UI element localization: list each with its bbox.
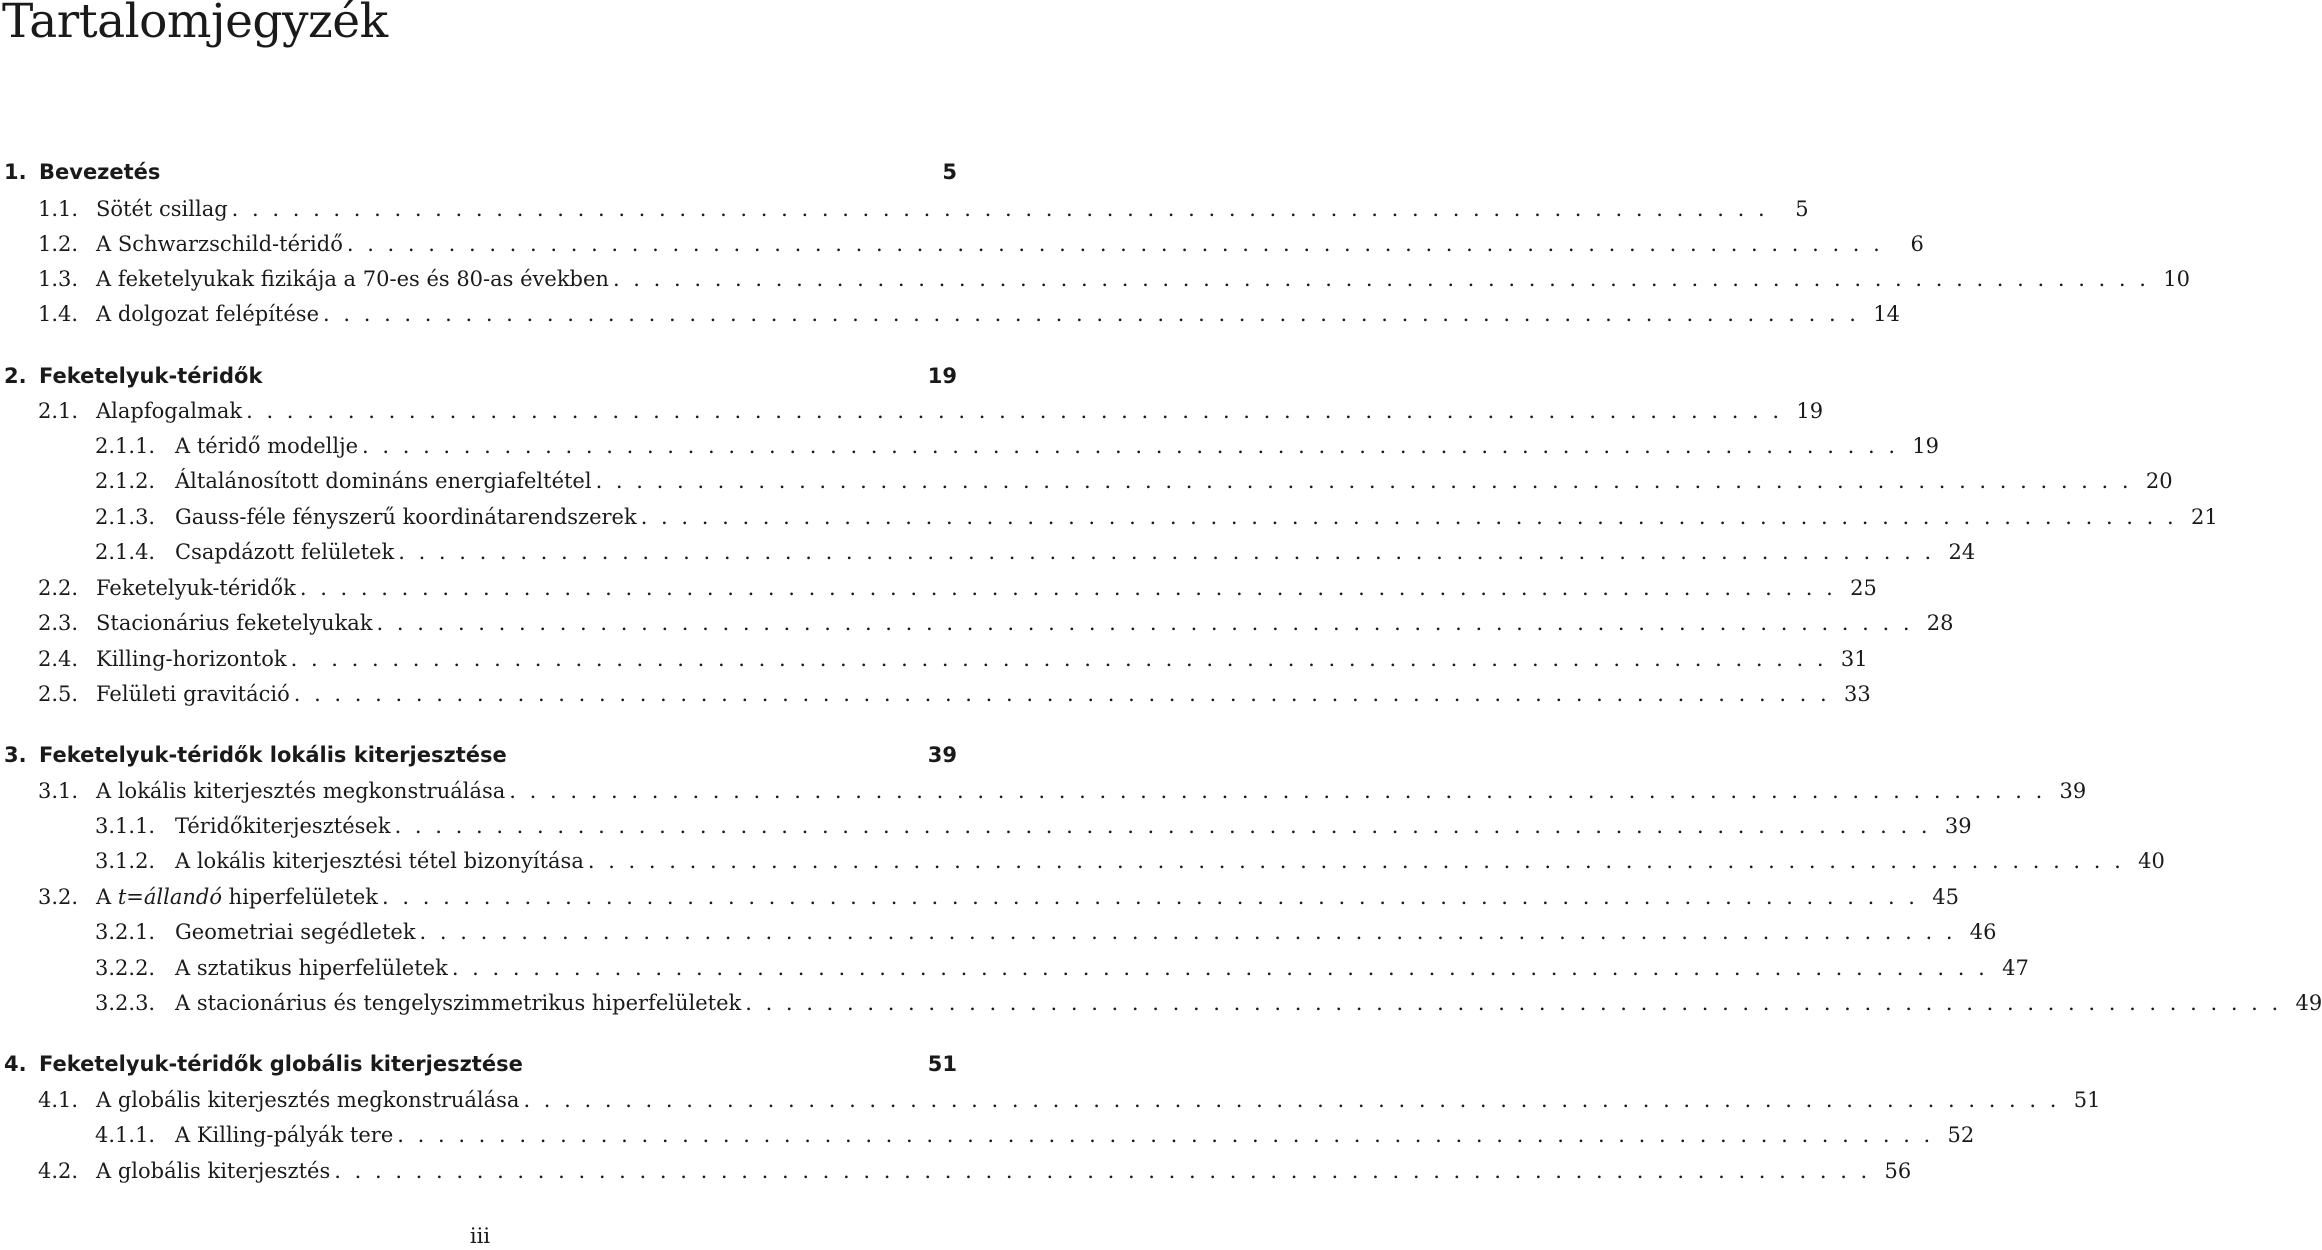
dot-leader (509, 777, 2042, 805)
toc-entry-page: 14 (1873, 302, 1900, 326)
dot-leader (395, 812, 1928, 840)
dot-leader (347, 230, 1880, 258)
toc-entry-title: A lokális kiterjesztési tétel bizonyítása (175, 849, 584, 873)
toc-entry-subsection[interactable] (95, 1121, 1975, 1149)
toc-entry-chapter[interactable] (4, 1050, 957, 1078)
toc-entry-title: Sötét csillag (96, 197, 228, 221)
toc-entry-subsection[interactable] (95, 467, 2173, 495)
toc-entry-section[interactable] (38, 265, 2190, 293)
toc-entry-subsection[interactable] (95, 812, 1972, 840)
toc-entry-number: 3.2.1. (95, 920, 156, 944)
toc-entry-section[interactable] (38, 397, 1824, 425)
toc-entry-page: 28 (1926, 611, 1954, 635)
toc-entry-page: 19 (1796, 399, 1824, 423)
dot-leader (398, 538, 1931, 566)
dot-leader (246, 397, 1779, 425)
toc-entry-title: Geometriai segédletek (175, 920, 416, 944)
toc-entry-page: 39 (927, 743, 957, 767)
dot-leader (745, 989, 2278, 1017)
toc-entry-section[interactable] (38, 680, 1871, 708)
dot-leader (232, 195, 1765, 223)
toc-entry-page: 5 (1795, 197, 1809, 221)
toc-entry-page: 20 (2145, 469, 2173, 493)
dot-leader (420, 918, 1953, 946)
dot-leader (382, 883, 1915, 911)
dot-leader (300, 574, 1833, 602)
toc-entry-page: 47 (2002, 956, 2029, 980)
toc-entry-title: A t=állandó hiperfelületek (96, 885, 379, 909)
toc-entry-section[interactable] (38, 300, 1900, 328)
toc-entry-subsection[interactable] (95, 538, 1976, 566)
toc-entry-subsection[interactable] (95, 847, 2165, 875)
toc-entry-number: 3.1.2. (95, 849, 156, 873)
toc-entry-number: 3.2.3. (95, 991, 156, 1015)
toc-entry-section[interactable] (38, 1086, 2101, 1114)
toc-entry-title: Gauss-féle fényszerű koordinátarendszerek (175, 505, 637, 529)
dot-leader (323, 300, 1856, 328)
toc-entry-page: 21 (2190, 505, 2218, 529)
dot-leader (641, 503, 2174, 531)
toc-entry-number: 2. (4, 364, 27, 388)
toc-entry-page: 56 (1884, 1159, 1912, 1183)
toc-entry-page: 40 (2138, 849, 2165, 873)
toc-entry-number: 2.1.3. (95, 505, 156, 529)
toc-entry-title: Csapdázott felületek (175, 540, 395, 564)
toc-entry-number: 4.1. (38, 1088, 79, 1112)
toc-entry-section[interactable] (38, 609, 1954, 637)
dot-leader (596, 467, 2129, 495)
toc-entry-subsection[interactable] (95, 989, 2322, 1017)
toc-entry-section[interactable] (38, 883, 1959, 911)
toc-entry-title: Téridőkiterjesztések (175, 814, 391, 838)
toc-entry-number: 2.3. (38, 611, 79, 635)
toc-entry-page: 49 (2295, 991, 2322, 1015)
toc-entry-number: 3.1.1. (95, 814, 156, 838)
toc-entry-number: 2.1. (38, 399, 79, 423)
dot-leader (613, 265, 2146, 293)
toc-entry-number: 2.4. (38, 647, 79, 671)
toc-entry-number: 1. (4, 160, 27, 184)
toc-entry-chapter[interactable] (4, 741, 957, 769)
toc-entry-number: 3.2.2. (95, 956, 156, 980)
toc-entry-title: Általánosított domináns energiafeltétel (175, 469, 592, 493)
toc-entry-page: 39 (2059, 779, 2087, 803)
toc-entry-subsection[interactable] (95, 432, 1940, 460)
dot-leader (523, 1086, 2056, 1114)
toc-entry-number: 1.1. (38, 197, 79, 221)
toc-entry-page: 25 (1850, 576, 1877, 600)
toc-entry-number: 3.1. (38, 779, 79, 803)
page-number: iii (469, 1224, 491, 1248)
toc-entry-page: 19 (927, 364, 957, 388)
dot-leader (294, 680, 1827, 708)
toc-entry-title: A feketelyukak fizikája a 70-es és 80-as években (96, 267, 609, 291)
toc-entry-number: 2.5. (38, 682, 79, 706)
toc-entry-page: 46 (1969, 920, 1997, 944)
toc-entry-title: A globális kiterjesztés megkonstruálása (96, 1088, 520, 1112)
toc-entry-page: 31 (1840, 647, 1868, 671)
toc-entry-number: 2.1.4. (95, 540, 156, 564)
toc-entry-page: 33 (1843, 682, 1871, 706)
toc-entry-title: Killing-horizontok (96, 647, 287, 671)
toc-entry-page: 52 (1947, 1123, 1975, 1147)
dot-leader (452, 954, 1985, 982)
toc-entry-subsection[interactable] (95, 954, 2029, 982)
toc-entry-number: 1.4. (38, 302, 79, 326)
toc-entry-subsection[interactable] (95, 503, 2218, 531)
toc-entry-title: A Schwarzschild-téridő (96, 232, 343, 256)
toc-entry-number: 2.1.2. (95, 469, 156, 493)
toc-entry-chapter[interactable] (4, 158, 957, 186)
toc-entry-page: 10 (2163, 267, 2190, 291)
dot-leader (362, 432, 1895, 460)
toc-entry-section[interactable] (38, 1157, 1912, 1185)
dot-leader (397, 1121, 1930, 1149)
toc-entry-title: A stacionárius és tengelyszimmetrikus hiperfelületek (175, 991, 742, 1015)
toc-entry-page: 39 (1944, 814, 1972, 838)
toc-entry-subsection[interactable] (95, 918, 1997, 946)
toc-entry-number: 3.2. (38, 885, 79, 909)
toc-entry-section[interactable] (38, 777, 2087, 805)
dot-leader (588, 847, 2121, 875)
toc-entry-number: 4. (4, 1052, 27, 1076)
toc-entry-number: 2.2. (38, 576, 79, 600)
toc-entry-title: Stacionárius feketelyukak (96, 611, 373, 635)
toc-entry-section[interactable] (38, 574, 1877, 602)
toc-entry-title: Feketelyuk-téridők (39, 364, 263, 388)
toc-entry-page: 6 (1910, 232, 1924, 256)
toc-entry-section[interactable] (38, 195, 1809, 223)
page-title: Tartalomjegyzék (2, 0, 388, 49)
toc-entry-page: 45 (1932, 885, 1959, 909)
toc-entry-title: A lokális kiterjesztés megkonstruálása (96, 779, 506, 803)
toc-entry-title: A dolgozat felépítése (96, 302, 320, 326)
toc-entry-page: 19 (1912, 434, 1940, 458)
toc-entry-number: 1.3. (38, 267, 79, 291)
toc-entry-page: 5 (942, 160, 957, 184)
toc-entry-section[interactable] (38, 645, 1868, 673)
toc-entry-section[interactable] (38, 230, 1924, 258)
toc-entry-number: 2.1.1. (95, 434, 156, 458)
toc-entry-title: A téridő modellje (175, 434, 359, 458)
toc-entry-title: Feketelyuk-téridők (96, 576, 296, 600)
toc-entry-chapter[interactable] (4, 362, 957, 390)
dot-leader (291, 645, 1824, 673)
toc-entry-title: Feketelyuk-téridők lokális kiterjesztése (39, 743, 507, 767)
dot-leader (377, 609, 1910, 637)
toc-entry-page: 24 (1948, 540, 1976, 564)
toc-entry-title: Bevezetés (39, 160, 161, 184)
dot-leader (334, 1157, 1867, 1185)
toc-entry-number: 4.1.1. (95, 1123, 156, 1147)
toc-entry-page: 51 (927, 1052, 957, 1076)
toc-entry-title: Felületi gravitáció (96, 682, 290, 706)
toc-entry-title: Alapfogalmak (96, 399, 243, 423)
toc-entry-title: A Killing-pályák tere (175, 1123, 394, 1147)
toc-entry-title: Feketelyuk-téridők globális kiterjesztése (39, 1052, 523, 1076)
toc-entry-page: 51 (2073, 1088, 2101, 1112)
toc-entry-title: A sztatikus hiperfelületek (175, 956, 448, 980)
toc-entry-number: 3. (4, 743, 27, 767)
toc-entry-number: 1.2. (38, 232, 79, 256)
toc-entry-title: A globális kiterjesztés (96, 1159, 331, 1183)
toc-entry-number: 4.2. (38, 1159, 79, 1183)
